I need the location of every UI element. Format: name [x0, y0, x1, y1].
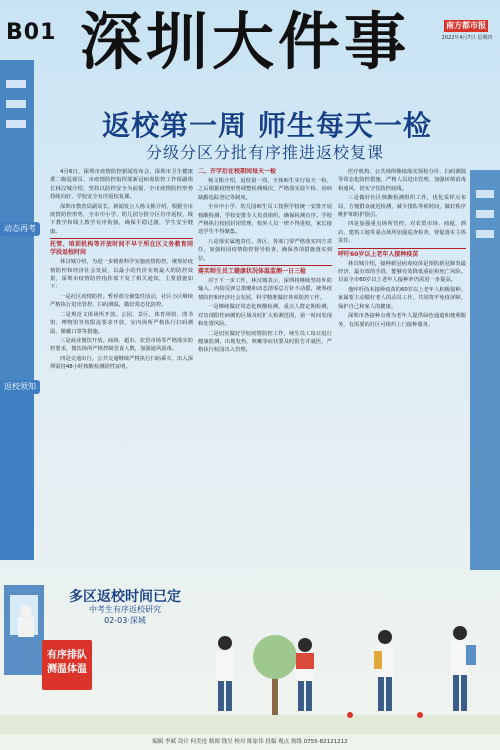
queue-marker: [347, 712, 353, 718]
building-window: [476, 230, 494, 238]
building-left-lower: [0, 380, 34, 560]
paragraph: 林汉城介绍，接种新冠病毒疫苗是预防新冠肺炎最经济、最有效的手段，能够有效降低重症和死亡风险。目前全市60岁以上老年人接种率仍需进一步提高。: [338, 260, 466, 284]
queue-marker: [417, 712, 423, 718]
paragraph: 杨文彬介绍，返校第一周，全体师生实行每天一检，之后根据疫情形势调整检测频次，严格落实晨午检、因病缺勤追踪登记等制度。: [198, 178, 332, 201]
bottom-subtitle: 中考生有序返校研究: [89, 605, 161, 614]
sign-line-1: 有序排队: [47, 650, 87, 661]
paragraph: 三是做好社区核酸检测组织工作，优化采样点布局，方便群众就近检测，减少排队等候时间，做好秩序维护和防护指引。: [338, 195, 466, 219]
divider: [50, 238, 193, 239]
article-column-1: [50, 168, 193, 578]
divider: [198, 265, 332, 266]
tree-icon: [253, 635, 297, 679]
paragraph: 他呼吁尚未接种疫苗的60岁以上老年人积极接种，家属要主动做好老人的动员工作，共同筑牢免疫屏障，保护自己和家人的健康。: [338, 286, 466, 310]
paragraph: 对于下一步工作，林汉城表示，深圳将继续坚持外防输入、内防反弹总策略和动态清零总方针不动摇，统筹疫情防控和经济社会发展，科学精准做好各项防控工作。: [198, 278, 332, 301]
student-figure-icon: [374, 630, 394, 711]
paragraph: 林汉城介绍，为进一步精准科学实施疫情防控，统筹好疫情防控和经济社会发展，以最小的代价实现最大的防控效果，深圳市疫情防控指挥部下发了相关通知，主要措施如下：: [50, 259, 193, 291]
section-heading: 呼吁60岁以上老年人接种疫苗: [338, 250, 419, 258]
bottom-reference: 02-03·深城: [104, 616, 146, 625]
paragraph: 四是交通出行。公共交通继续严格执行扫码乘车，出入深圳需持48小时核酸检测阴性证明。: [50, 355, 193, 371]
student-figure-icon: [216, 636, 234, 711]
newspaper-logo: 南方都市报: [446, 21, 486, 30]
section-heading: 托管、培训机构等开放时间不早于所在区义务教育同学段返校时间: [50, 241, 193, 257]
section-heading: 二、开学后在校期间每天一检: [198, 168, 277, 175]
building-window: [6, 100, 26, 108]
building-window: [476, 210, 494, 218]
subheadline: 分级分区分批有序推进返校复课: [145, 143, 384, 162]
page-footer: 编辑 李斌 设计 何美连 制图 钱昱 校对 陈家伟 投稿 观点 热线 0755-82121212: [0, 734, 500, 750]
side-tab-dynamic: 动态再考: [0, 222, 40, 236]
student-figure-icon: [296, 638, 314, 711]
paragraph: 三是商业餐饮开放。商场、超市、农贸市场等严格落实防控要求，餐饮场所严格控制堂食人数，加强通风消毒。: [50, 337, 193, 353]
paragraph: 深圳市各接种点将为老年人提供绿色通道和便利服务，有需要的社区可组织上门接种服务。: [338, 313, 466, 328]
masthead-title: 深圳大件事: [80, 5, 411, 78]
paragraph: 4月6日，深圳市疫情防控新闻发布会，深圳市卫生健康委二级巡视员、市疫情防控指挥部新冠病毒防控工作组副组长林汉城介绍，坚持以防控安全为前提，全市疫情防控形势持续向好，学校安全有序返校复课。: [50, 169, 193, 201]
paragraph: 一是继续做好常态化核酸检测，重点人群定期检测，对出现阳性病例的区域及时扩大检测范围，第一时间发现和处置风险。: [198, 304, 332, 328]
ground: [0, 715, 500, 735]
divider: [338, 248, 466, 249]
student-figure-icon: [451, 626, 476, 711]
issue-date: 2022年4月7日 星期四: [441, 35, 493, 41]
side-tab-notice: 返校须知: [0, 380, 40, 394]
sign-line-2: 测温体温: [47, 664, 87, 675]
paragraph: 全市中小学、幼儿园师生员工按照学校统一安排开展核酸检测，学校安排专人负责组织，确保检测有序。学校严格执行校园封闭管理，校外人员一律不得进校，家长接送学生不得聚集。: [198, 204, 332, 236]
headline: 返校第一周 师生每天一检: [102, 109, 432, 142]
bottom-headline: 多区返校时间已定: [69, 589, 181, 605]
building-window: [476, 190, 494, 198]
paragraph: 深圳市教育局副局长、新闻发言人杨文彬介绍，根据全市疫情防控形势，全市中小学、幼儿园分批分区有序返校，线下教学和线上教学有序衔接，确保平稳过渡，学生安全健康。: [50, 203, 193, 235]
queue-sign: [42, 640, 92, 690]
paragraph: 八是落实属地责任。各区、各部门要严格落实四方责任，加强校园疫情防控督导检查，确保各项措施落实到位。: [198, 238, 332, 262]
paragraph: 二是切实做好学校疫情防控工作，师生员工每日进行健康监测，出现发热、咳嗽等症状要及时报告并就医，严格执行校园出入管理。: [198, 330, 332, 354]
paragraph: 医疗机构、公共场所继续落实预检分诊、扫码测温等常态化防控措施，严格人员进出管理，加强环境消毒和通风，切实守住防控底线。: [338, 169, 466, 192]
article-column-2: [198, 168, 332, 578]
paragraph: 四是加强重点场所管控，对农贸市场、商超、酒店、建筑工地等重点场所加强巡查检查，督促落实主体责任。: [338, 221, 466, 245]
building-left: [0, 60, 34, 380]
masthead: [0, 0, 500, 88]
health-worker-body: [18, 617, 34, 637]
building-window: [6, 120, 26, 128]
section-code: B01: [6, 20, 57, 45]
paragraph: 一是社区疫情防控。暂停部分聚集性活动，社区小区继续严格执行进出管控、扫码测温，做好常态化防控。: [50, 293, 193, 309]
health-worker-icon: [20, 605, 32, 617]
paragraph: 二是规范文体场所开放。公园、景区、体育场馆、图书馆、博物馆等按限流要求开放，室内场所严格执行扫码测温、佩戴口罩等措施。: [50, 311, 193, 335]
section-heading: 落实师生员工健康状况体温监测一日三检: [198, 268, 307, 276]
article-column-3: [338, 168, 466, 578]
